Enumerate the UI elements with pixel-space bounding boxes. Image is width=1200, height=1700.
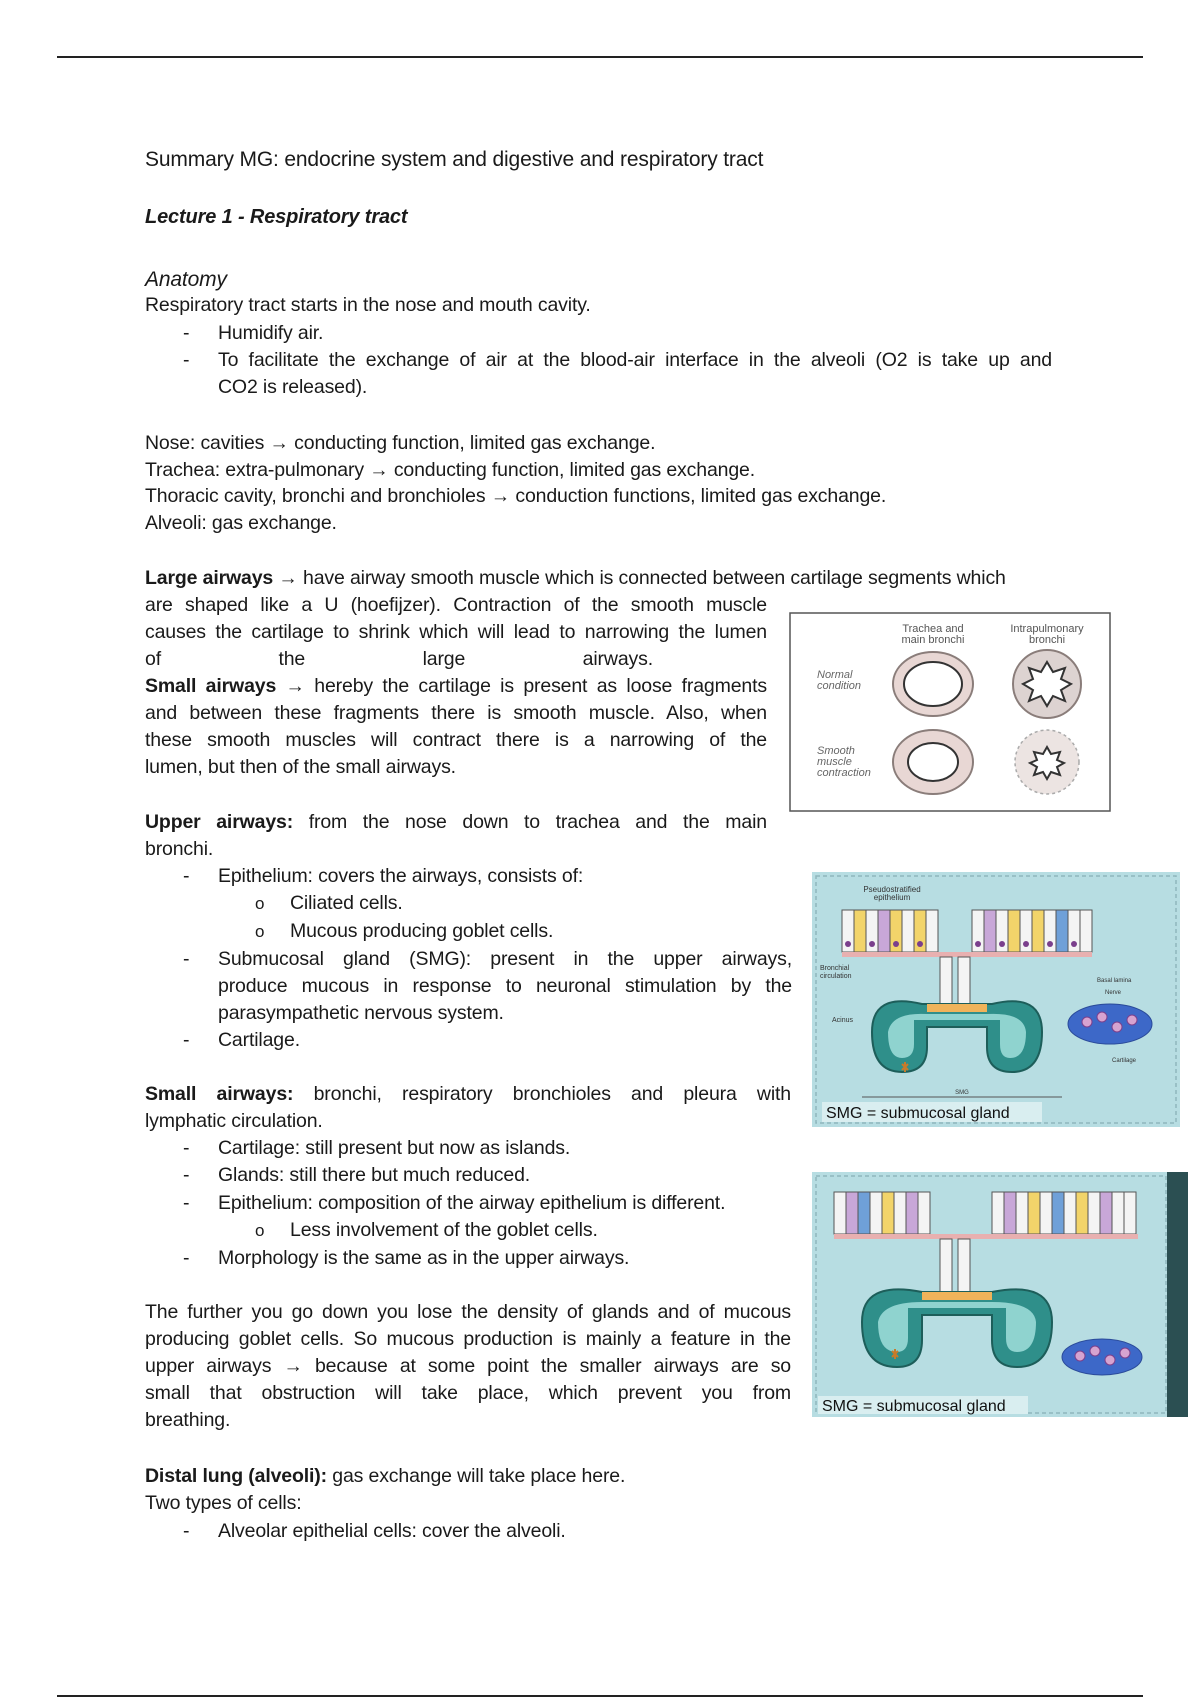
paragraph-line: of the large airways. [145, 648, 653, 670]
col2-label-b: bronchi [1028, 634, 1066, 646]
structure-line: Nose: cavities → conducting function, limited gas exchange. [145, 432, 656, 454]
document-title: Summary MG: endocrine system and digestive and respiratory tract [145, 148, 764, 171]
list-item: Humidify air. [218, 322, 324, 344]
row2-label: Smooth [817, 745, 855, 757]
bronchi-diagram [789, 612, 1199, 812]
list-item: Alveolar epithelial cells: cover the alveoli. [218, 1520, 566, 1542]
bullet-dash: - [183, 1520, 190, 1542]
bullet-dash: - [183, 865, 190, 887]
sub-bullet: o [255, 894, 265, 913]
smg-label: SMG [955, 1090, 969, 1096]
distal-lung-label: Distal lung (alveoli): [145, 1465, 327, 1487]
list-item-continued: CO2 is released). [218, 376, 368, 398]
epithelium-label: Pseudostratified [863, 885, 921, 894]
distal-lung-line1 [145, 1463, 625, 1490]
basal-label: Basal lamina [1097, 978, 1132, 984]
bullet-dash: - [183, 1029, 190, 1051]
row2-label-c: contraction [817, 767, 871, 779]
upper-airways-line1 [145, 809, 767, 836]
paragraph-line: producing goblet cells. So mucous production is mainly a feature in the [145, 1328, 791, 1350]
paragraph-line: upper airways → because at some point the smaller airways are so [145, 1355, 791, 1377]
epithelium-label-b: epithelium [873, 893, 911, 902]
paragraph-line: The further you go down you lose the density of glands and of mucous [145, 1301, 791, 1323]
structure-line: Alveoli: gas exchange. [145, 512, 337, 534]
row2-label-b: muscle [817, 756, 852, 768]
small-airways-intro-line1 [145, 673, 767, 700]
row1-label-b: condition [817, 680, 862, 692]
paragraph-line: lumen, but then of the small airways. [145, 756, 456, 778]
bullet-dash: - [183, 1137, 190, 1159]
structure-line: Trachea: extra-pulmonary → conducting function, limited gas exchange. [145, 459, 756, 481]
distal-lung-text: gas exchange will take place here. [326, 1465, 626, 1487]
large-airways-text: → have airway smooth muscle which is connected between cartilage segments which [273, 567, 1006, 589]
circulation-label-b: circulation [820, 973, 852, 980]
bullet-dash: - [183, 1164, 190, 1186]
sub-list-item: Less involvement of the goblet cells. [290, 1219, 598, 1241]
bullet-dash: - [183, 349, 190, 371]
paragraph-line: causes the cartilage to shrink which will lead to narrowing the lumen [145, 621, 767, 643]
list-item-continued: produce mucous in response to neuronal stimulation by the [218, 975, 792, 997]
small-airways-line1 [145, 1081, 791, 1108]
structure-line: Thoracic cavity, bronchi and bronchioles → conduction functions, limited gas exchange. [145, 485, 887, 507]
list-item: Epithelium: composition of the airway epithelium is different. [218, 1192, 726, 1214]
paragraph-line: bronchi. [145, 838, 214, 860]
anatomy-subheading: Anatomy [145, 268, 227, 291]
anatomy-intro: Respiratory tract starts in the nose and mouth cavity. [145, 294, 591, 316]
acinus-label: Acinus [832, 1017, 854, 1024]
list-item: Submucosal gland (SMG): present in the upper airways, [218, 948, 792, 970]
paragraph-line: these smooth muscles will contract there is a narrowing of the [145, 729, 767, 751]
small-airways-label: Small airways: [145, 1083, 294, 1105]
bottom-rule [57, 1695, 1143, 1697]
list-item: To facilitate the exchange of air at the blood-air interface in the alveoli (O2 is take up and [218, 349, 1052, 371]
list-item: Cartilage. [218, 1029, 300, 1051]
list-item: Glands: still there but much reduced. [218, 1164, 531, 1186]
col1-label-b: main bronchi [901, 634, 965, 646]
small-airways-text: bronchi, respiratory bronchioles and pleura with [293, 1083, 791, 1105]
list-item: Morphology is the same as in the upper airways. [218, 1247, 630, 1269]
paragraph-line: small that obstruction will take place, which prevent you from [145, 1382, 791, 1404]
sub-list-item: Ciliated cells. [290, 892, 403, 914]
lecture-heading: Lecture 1 - Respiratory tract [145, 206, 408, 228]
col2-label: Intrapulmonary [1010, 623, 1084, 635]
paragraph-line: breathing. [145, 1409, 231, 1431]
bullet-dash: - [183, 1192, 190, 1214]
top-rule [57, 56, 1143, 58]
col1-label: Trachea and [902, 623, 964, 635]
submucosal-gland-diagram-2 [812, 1172, 1188, 1417]
list-item: Epithelium: covers the airways, consists of: [218, 865, 584, 887]
list-item-continued: parasympathetic nervous system. [218, 1002, 504, 1024]
sub-list-item: Mucous producing goblet cells. [290, 920, 554, 942]
bullet-dash: - [183, 1247, 190, 1269]
circulation-label: Bronchial [820, 965, 850, 972]
paragraph-line: lymphatic circulation. [145, 1110, 323, 1132]
nerve-label: Nerve [1105, 990, 1122, 996]
list-item: Cartilage: still present but now as islands. [218, 1137, 571, 1159]
sub-bullet: o [255, 1221, 265, 1240]
row1-label: Normal [817, 669, 853, 681]
paragraph-line: Two types of cells: [145, 1492, 302, 1514]
small-airways-intro-label: Small airways [145, 675, 277, 697]
large-airways-line1 [145, 565, 1006, 592]
upper-airways-label: Upper airways: [145, 811, 294, 833]
cartilage-label: Cartilage [1112, 1058, 1137, 1064]
bullet-dash: - [183, 948, 190, 970]
paragraph-line: and between these fragments there is smooth muscle. Also, when [145, 702, 767, 724]
figure2-caption: SMG = submucosal gland [826, 1105, 1010, 1122]
sub-bullet: o [255, 922, 265, 941]
submucosal-gland-diagram [812, 872, 1180, 1127]
upper-airways-text: from the nose down to trachea and the main [293, 811, 767, 833]
bullet-dash: - [183, 322, 190, 344]
large-airways-label: Large airways [145, 567, 274, 589]
paragraph-line: are shaped like a U (hoefijzer). Contraction of the smooth muscle [145, 594, 767, 616]
small-airways-intro-text: → hereby the cartilage is present as loose fragments [276, 675, 767, 697]
figure3-caption: SMG = submucosal gland [822, 1398, 1006, 1415]
